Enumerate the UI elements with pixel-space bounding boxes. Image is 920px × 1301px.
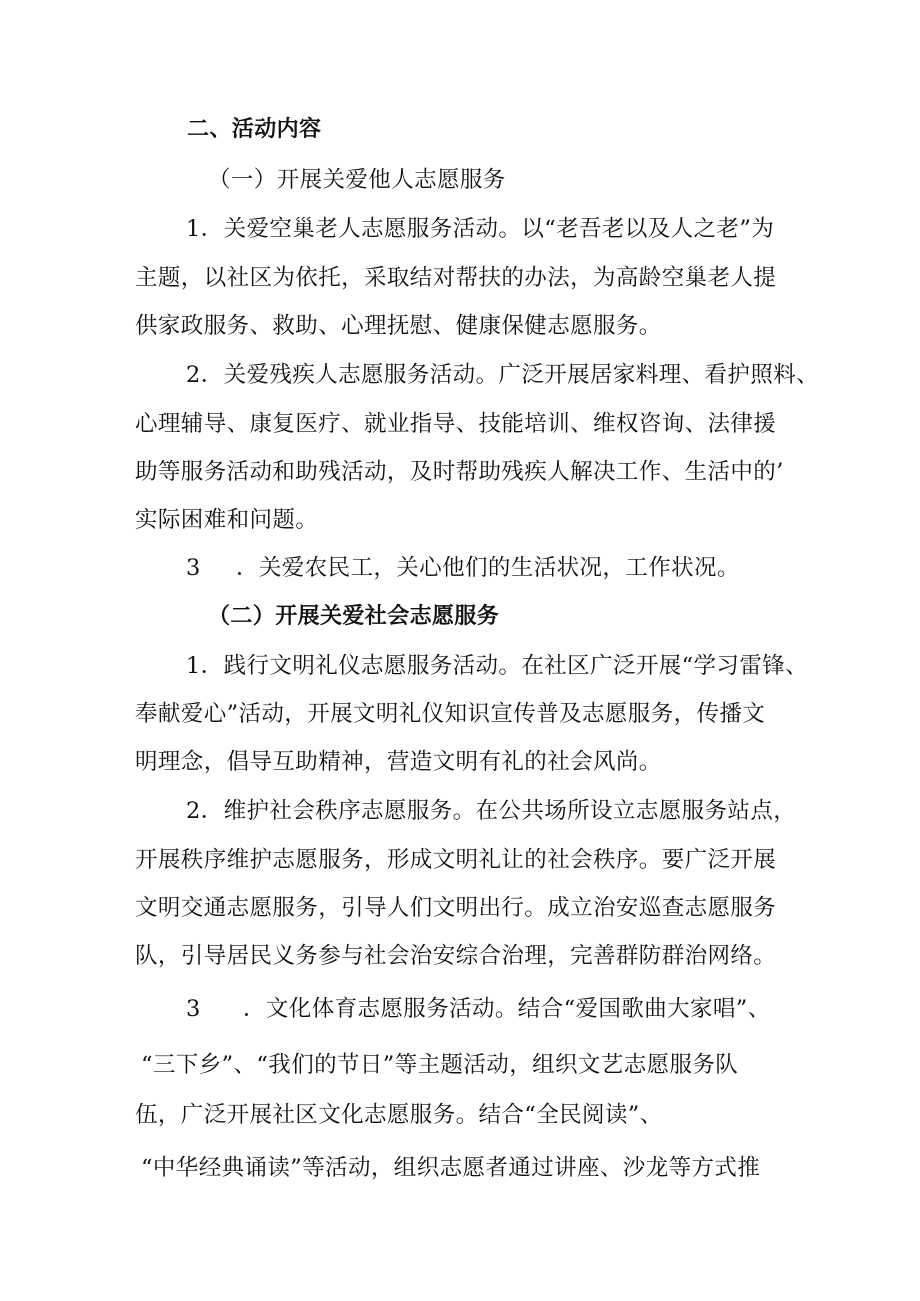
item2-2-line2: 开展秩序维护志愿服务，形成文明礼让的社会秩序。要广泛开展 <box>135 847 777 873</box>
item1-1-line3: 供家政服务、救助、心理抚慰、健康保健志愿服务。 <box>135 313 662 339</box>
item1-2-line1: 2．关爱残疾人志愿服务活动。广泛开展居家料理、看护照料、 <box>186 362 820 388</box>
item2-3-line1: ．文化体育志愿服务活动。结合“爱国歌曲大家唱”、 <box>243 996 771 1022</box>
item1-2-line3: 助等服务活动和助残活动，及时帮助残疾人解决工作、生活中的’ <box>135 459 784 485</box>
item2-3-line4: “中华经典诵读”等活动，组织志愿者通过讲座、沙龙等方式推 <box>141 1155 761 1181</box>
item1-2-line4: 实际困难和问题。 <box>135 507 319 533</box>
section-heading: 二、活动内容 <box>187 117 322 142</box>
item2-3-line3: 伍，广泛开展社区文化志愿服务。结合“全民阅读”、 <box>135 1102 663 1128</box>
item1-3-text: ．关爱农民工，关心他们的生活状况，工作状况。 <box>236 555 740 581</box>
item2-1-line1: 1．践行文明礼仪志愿服务活动。在社区广泛开展“学习雷锋、 <box>186 653 809 679</box>
item1-1-line2: 主题，以社区为依托，采取结对帮扶的办法，为高龄空巢老人提 <box>135 265 777 291</box>
item2-1-line3: 明理念，倡导互助精神，营造文明有礼的社会风尚。 <box>135 749 662 775</box>
item1-2-line2: 心理辅导、康复医疗、就业指导、技能培训、维权咨询、法律援 <box>135 411 777 437</box>
item1-3-number: 3 <box>186 555 201 581</box>
subsection1-heading: （一）开展关爱他人志愿服务 <box>208 167 506 193</box>
item2-2-line3: 文明交通志愿服务，引导人们文明出行。成立治安巡查志愿服务 <box>135 895 777 921</box>
item2-2-line4: 队，引导居民义务参与社会治安综合治理，完善群防群治网络。 <box>135 943 777 969</box>
item2-3-line2: “三下乡”、“我们的节日”等主题活动，组织文艺志愿服务队 <box>141 1052 739 1078</box>
subsection2-heading: （二）开展关爱社会志愿服务 <box>208 604 500 629</box>
item2-2-line1: 2．维护社会秩序志愿服务。在公共场所设立志愿服务站点， <box>186 798 797 824</box>
item2-3-number: 3 <box>186 996 201 1022</box>
item1-1-line1: 1．关爱空巢老人志愿服务活动。以“老吾老以及人之老”为 <box>186 216 775 242</box>
item2-1-line2: 奉献爱心”活动，开展文明礼仪知识宣传普及志愿服务，传播文 <box>135 701 766 727</box>
